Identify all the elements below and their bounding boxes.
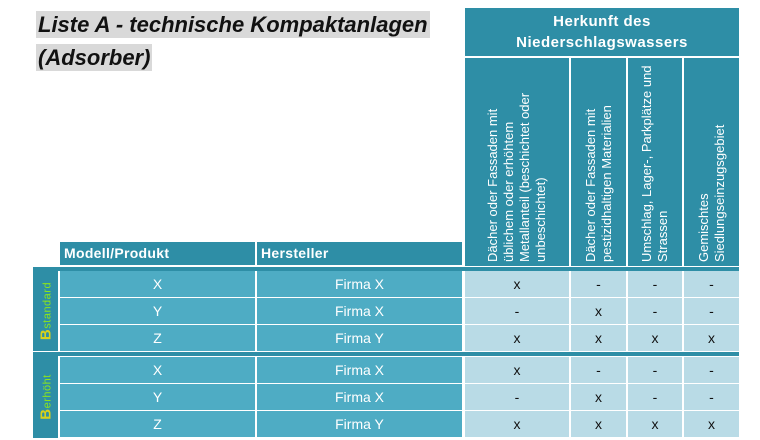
column-header-label: Dächer oder Fassaden mit pestizidhaltigen Materialien: [582, 105, 614, 262]
table-cell-mark: -: [628, 384, 682, 410]
table-cell-mark: -: [628, 298, 682, 324]
column-header-metall: [465, 58, 569, 266]
table-cell-mark: x: [465, 357, 569, 383]
column-header-label: Dächer oder Fassaden mit üblichem oder erhöhtem Metallanteil (beschichtet oder unbeschichtet): [485, 92, 548, 262]
column-header-label: Umschlag, Lager-, Parkplätze und Strassen: [639, 65, 670, 262]
group-label-text: Berhöht: [37, 374, 54, 420]
column-header-label: Gemischtes Siedlungseinzugsgebiet: [695, 124, 727, 262]
table-cell-hersteller: Firma X: [257, 357, 462, 383]
table-cell-mark: x: [571, 411, 626, 437]
column-header-umschlag: [628, 58, 682, 266]
table-cell-mark: x: [628, 325, 682, 351]
table-cell-mark: -: [684, 298, 739, 324]
page-subtitle: (Adsorber): [38, 45, 151, 70]
table-cell-mark: x: [628, 411, 682, 437]
table-cell-modell: Y: [60, 298, 255, 324]
table-cell-mark: -: [571, 357, 626, 383]
table-cell-modell: Z: [60, 325, 255, 351]
herkunft-line2: Niederschlagswassers: [516, 34, 688, 51]
table-cell-mark: x: [465, 325, 569, 351]
table-cell-hersteller: Firma X: [257, 271, 462, 297]
table-cell-modell: X: [60, 357, 255, 383]
herkunft-line1: Herkunft des: [553, 13, 651, 30]
table-cell-mark: x: [571, 384, 626, 410]
table-cell-modell: X: [60, 271, 255, 297]
group-separator: [33, 352, 739, 356]
table-cell-mark: -: [628, 357, 682, 383]
table-cell-mark: -: [684, 357, 739, 383]
column-header-modell: Modell/Produkt: [60, 242, 255, 265]
column-header-siedlung: [684, 58, 739, 266]
table-cell-mark: x: [571, 298, 626, 324]
table-cell-mark: -: [684, 271, 739, 297]
page-title: Liste A - technische Kompaktanlagen: [38, 12, 428, 37]
table-cell-mark: x: [684, 411, 739, 437]
table-cell-hersteller: Firma X: [257, 384, 462, 410]
table-cell-hersteller: Firma X: [257, 298, 462, 324]
table-cell-mark: x: [465, 271, 569, 297]
table-cell-hersteller: Firma Y: [257, 325, 462, 351]
table-cell-mark: x: [465, 411, 569, 437]
column-header-pestizid: [571, 58, 626, 266]
table-cell-mark: -: [571, 271, 626, 297]
table-cell-mark: -: [465, 384, 569, 410]
table-cell-modell: Y: [60, 384, 255, 410]
herkunft-header: [465, 8, 739, 56]
column-header-hersteller: Hersteller: [257, 242, 462, 265]
group-label-standard: [33, 271, 58, 351]
table-cell-mark: -: [628, 271, 682, 297]
table-cell-modell: Z: [60, 411, 255, 437]
table-cell-hersteller: Firma Y: [257, 411, 462, 437]
group-label-erhoeht: [33, 356, 58, 438]
table-cell-mark: x: [571, 325, 626, 351]
group-label-text: Bstandard: [37, 281, 54, 341]
table-cell-mark: -: [684, 384, 739, 410]
table-cell-mark: x: [684, 325, 739, 351]
table-cell-mark: -: [465, 298, 569, 324]
